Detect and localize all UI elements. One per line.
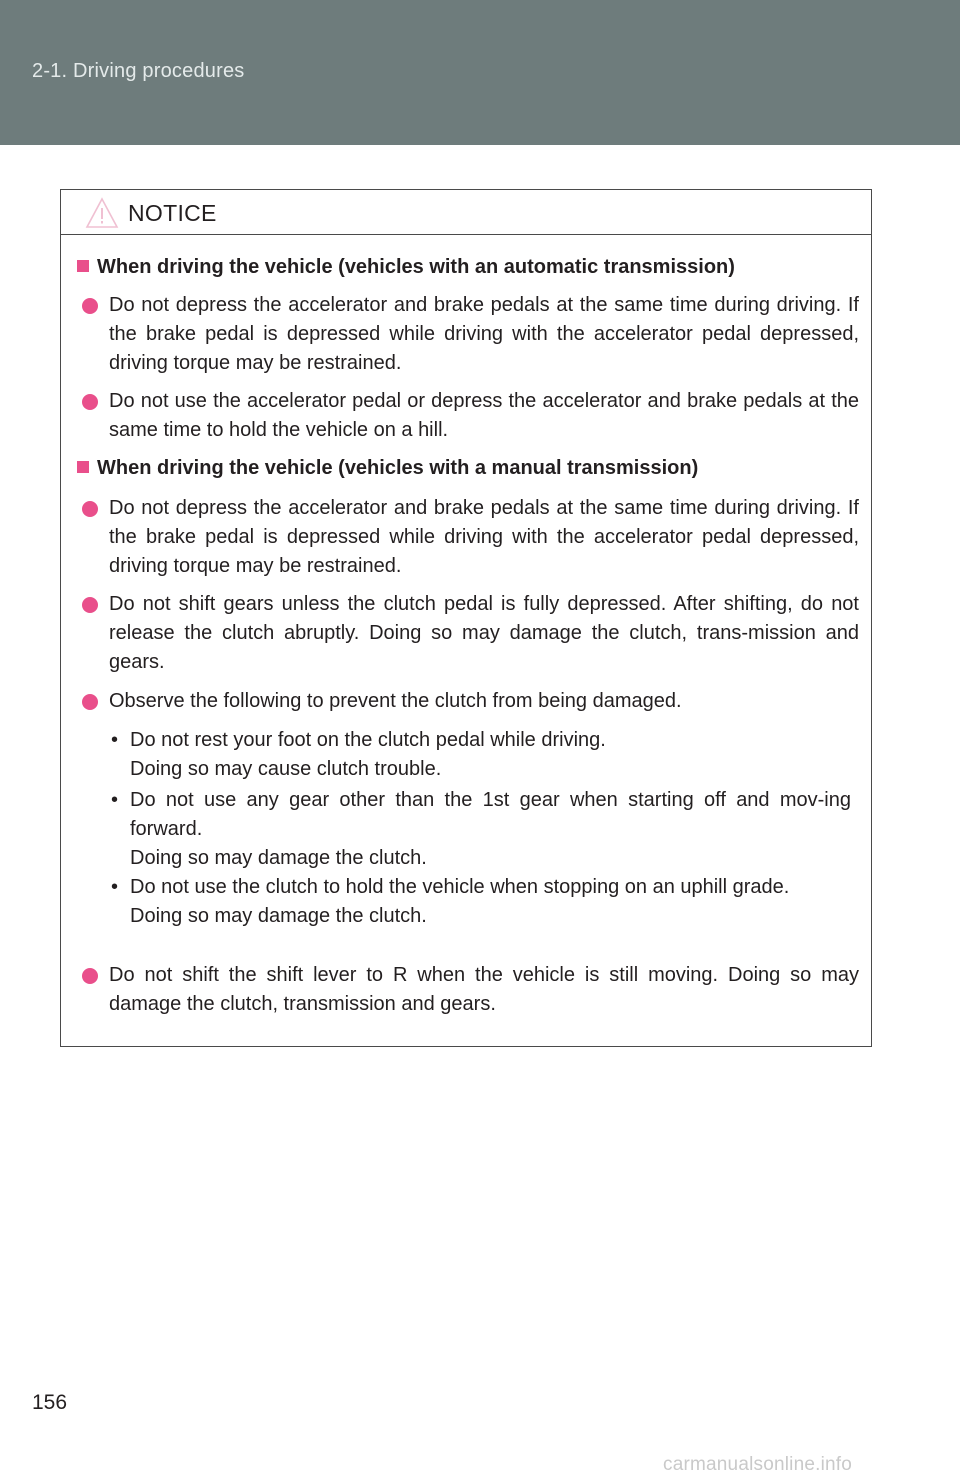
bullet-text: Do not depress the accelerator and brake pedals at the same time during driving. If the brake pedal is depressed while driving with the accelerator pedal depressed, driving torque may be restrained.: [109, 294, 859, 374]
circle-bullet-icon: [82, 394, 98, 410]
bullet-text: Do not depress the accelerator and brake pedals at the same time during driving. If the brake pedal is depressed while driving with the accelerator pedal depressed, driving torque may be restrained.: [109, 497, 859, 577]
sub-item-text: Do not use any gear other than the 1st gear when starting off and mov-ing forward.: [130, 789, 851, 840]
sub-item: [111, 786, 851, 873]
page-header: [0, 0, 960, 145]
sub-item-marker: •: [111, 876, 119, 898]
sub-item-marker: •: [111, 729, 119, 751]
sub-item-marker: •: [111, 789, 119, 811]
bullet-text: Do not shift the shift lever to R when the vehicle is still moving. Doing so may damage the clutch, transmission and gears.: [109, 964, 859, 1015]
watermark: carmanualsonline.info: [663, 1454, 853, 1475]
circle-bullet-icon: [82, 298, 98, 314]
sub-item-text: Do not use the clutch to hold the vehicle when stopping on an uphill grade.: [130, 876, 790, 898]
page-number: 156: [32, 1391, 68, 1414]
sub-item: [111, 726, 851, 784]
section-heading: [77, 454, 698, 483]
circle-bullet-icon: [82, 968, 98, 984]
sub-item: [111, 873, 851, 931]
notice-box: [60, 189, 872, 1047]
sub-item-note: Doing so may damage the clutch.: [130, 847, 427, 869]
sub-item-text: Do not rest your foot on the clutch pedal while driving.: [130, 729, 606, 751]
square-bullet-icon: [77, 260, 89, 272]
section-title: 2-1. Driving procedures: [32, 60, 245, 82]
section-heading: [77, 253, 735, 282]
section-heading-text: When driving the vehicle (vehicles with a manual transmission): [97, 457, 699, 479]
circle-bullet-icon: [82, 597, 98, 613]
notice-title: NOTICE: [128, 200, 217, 226]
circle-bullet-icon: [82, 694, 98, 710]
circle-bullet-icon: [82, 501, 98, 517]
bullet-text: Observe the following to prevent the clutch from being damaged.: [109, 690, 682, 712]
sub-item-note: Doing so may damage the clutch.: [130, 905, 427, 927]
warning-triangle-icon: [85, 197, 119, 229]
sub-item-note: Doing so may cause clutch trouble.: [130, 758, 442, 780]
bullet-text: Do not shift gears unless the clutch pedal is fully depressed. After shifting, do not release the clutch abruptly. Doing so may damage the clutch, trans-mission and gears.: [109, 593, 859, 673]
section-heading-text: When driving the vehicle (vehicles with an automatic transmission): [97, 256, 735, 278]
notice-header: [61, 190, 871, 235]
square-bullet-icon: [77, 461, 89, 473]
bullet-text: Do not use the accelerator pedal or depress the accelerator and brake pedals at the same time to hold the vehicle on a hill.: [109, 390, 859, 441]
